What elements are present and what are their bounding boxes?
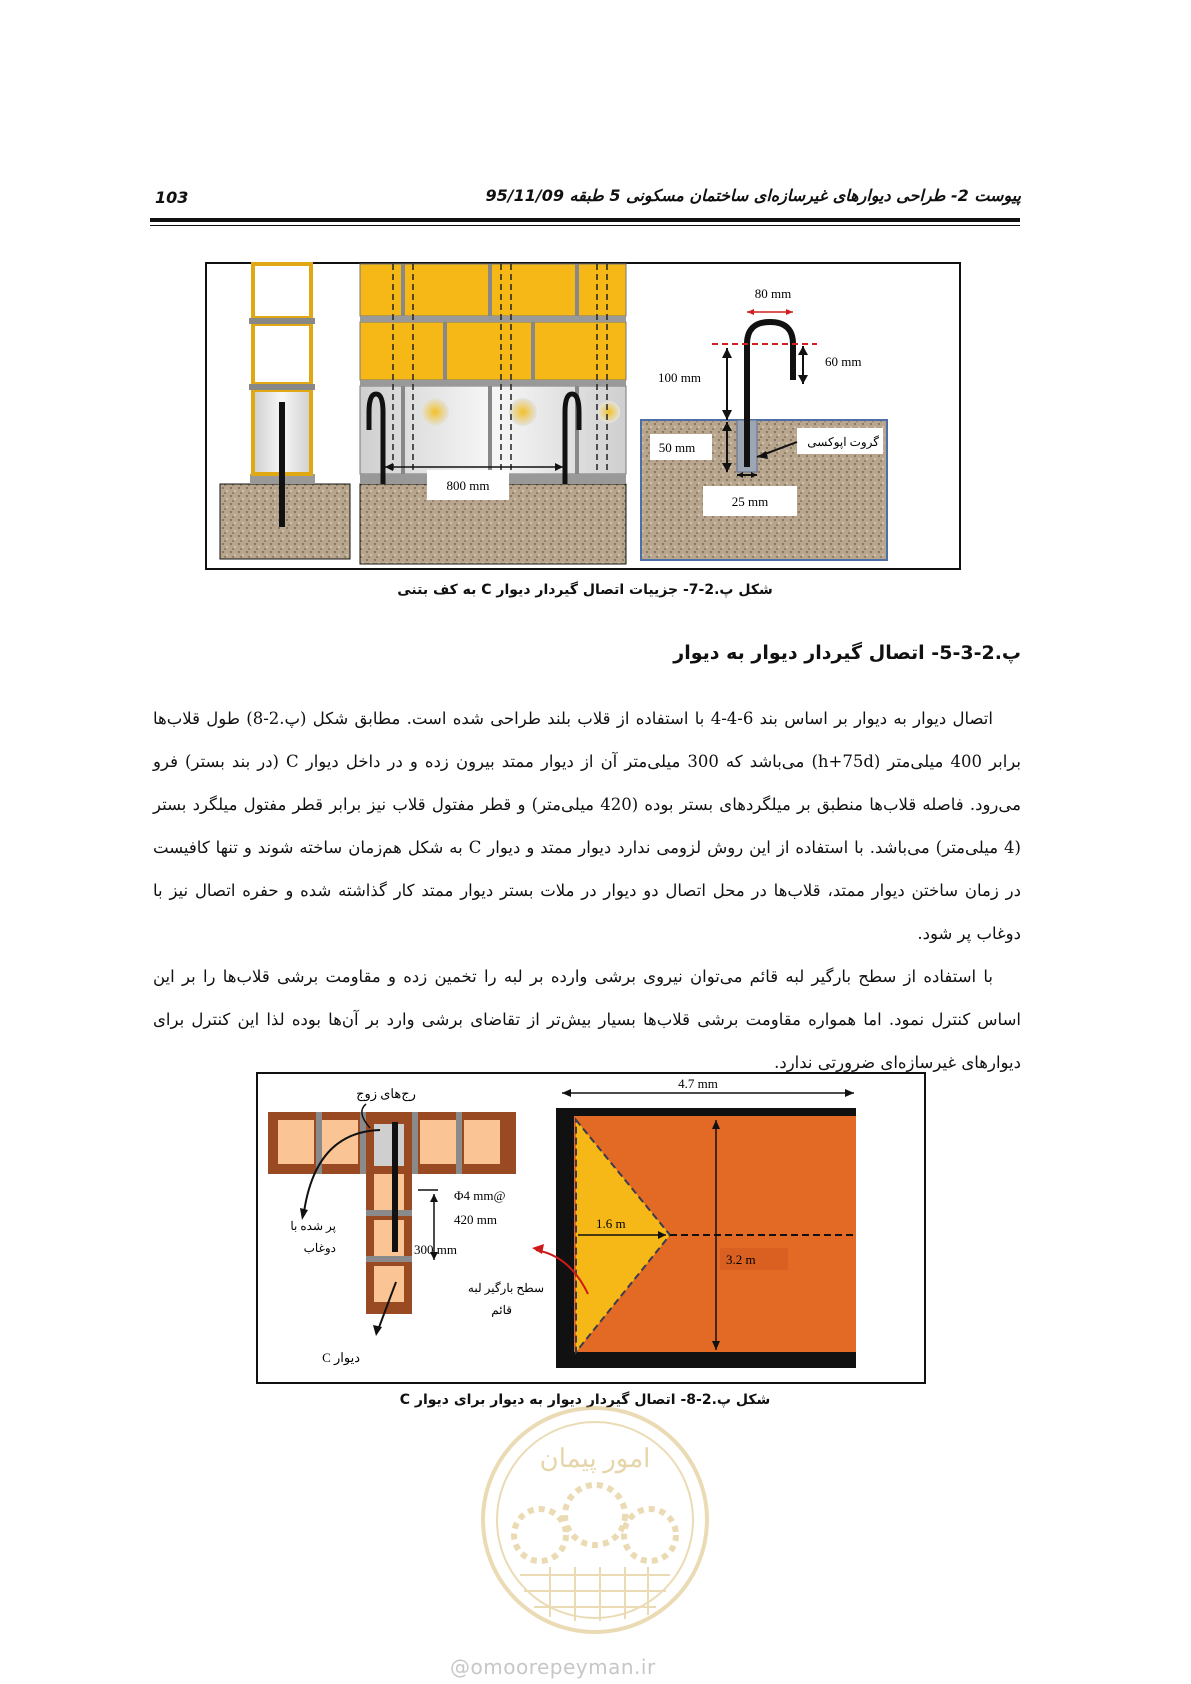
label-60mm: 60 mm (825, 354, 862, 369)
label-epoxy-grout: گروت اپوکسی (807, 435, 879, 449)
label-spacing: 420 mm (454, 1212, 497, 1227)
header-rule (150, 218, 1020, 222)
label-3_2m: 3.2 m (726, 1252, 756, 1267)
figure2-caption: شکل پ.2-8- اتصال گیردار دیوار به دیوار برای دیوار C (399, 1392, 771, 1408)
figure-wall-to-floor-connection (205, 262, 961, 570)
figure1-caption: شکل پ.2-7- جزییات اتصال گیردار دیوار C به کف بتنی (397, 582, 773, 598)
paragraph-1: اتصال دیوار به دیوار بر اساس بند 6-4-4 با استفاده از قلاب بلند طراحی شده است. مطابق شکل (پ.2-8) طول قلاب‌ها برابر 400 میلی‌متر (h+75d) می‌باشد که 300 میلی‌متر آن از دیوار ممتد بیرون زده و در داخل دیوار C (در بند بستر) فرو می‌رود. فاصله قلاب‌ها منطبق بر میلگردهای بستر بوده (420 میلی‌متر) و قطر مفتول قلاب نیز برابر قطر مفتول میلگرد بستر (4 میلی‌متر) می‌باشد. با استفاده از این روش لزومی ندارد دیوار ممتد و دیوار C به شکل هم‌زمان ساخته شوند و تنها کافیست در زمان ساختن دیوار ممتد، قلاب‌ها در محل اتصال دو دیوار در ملات بستر دیوار ممتد کار گذاشته شده و حفره اتصال نیز با دوغاب پر شود. (153, 709, 1021, 943)
label-tributary-2: قائم (491, 1303, 512, 1317)
label-4_7mm: 4.7 mm (678, 1076, 718, 1091)
label-double-courses: رج‌های زوج (356, 1086, 416, 1101)
label-grout-fill-1: پر شده با (290, 1219, 336, 1233)
publisher-watermark-logo (470, 1395, 720, 1645)
figure-wall-to-wall-connection (256, 1072, 926, 1384)
section-heading: پ.2-3-5- اتصال گیردار دیوار به دیوار (673, 642, 1021, 664)
label-tributary-1: سطح بارگیر لبه (467, 1281, 544, 1295)
label-rod: Φ4 mm@ (454, 1188, 506, 1203)
wall-hook (392, 1122, 398, 1252)
anchor-rod (279, 402, 285, 527)
label-25mm: 25 mm (731, 494, 769, 509)
label-grout-fill-2: دوغاب (303, 1241, 336, 1255)
header-rule-thin (150, 225, 1020, 226)
wall-elevation-view (360, 264, 626, 564)
label-80mm: 80 mm (754, 286, 792, 301)
page-number: 103 (155, 188, 189, 207)
paragraph-2: با استفاده از سطح بارگیر لبه قائم می‌توان نیروی برشی وارده بر لبه را تخمین زده و مقاومت برشی قلاب‌ها را بر این اساس کنترل نمود. اما همواره مقاومت برشی قلاب‌ها بسیار بیش‌تر از تقاضای برشی وارد بر آن‌ها بوده لذا این کنترل برای دیوارهای غیرسازه‌ای ضرورتی ندارد. (153, 967, 1021, 1072)
running-title: پیوست 2- طراحی دیوارهای غیرسازه‌ای ساختمان مسکونی 5 طبقه 95/11/09 (485, 186, 1021, 205)
watermark-url: @omoorepeyman.ir (450, 1655, 656, 1679)
label-50mm: 50 mm (658, 440, 696, 455)
label-wall-c: دیوار C (322, 1350, 360, 1365)
watermark-logo-text: امور پیمان (539, 1444, 651, 1473)
label-100mm: 100 mm (658, 370, 701, 385)
label-300mm: 300 mm (414, 1242, 457, 1257)
label-1_6m: 1.6 m (596, 1216, 626, 1231)
label-800mm: 800 mm (446, 478, 490, 493)
